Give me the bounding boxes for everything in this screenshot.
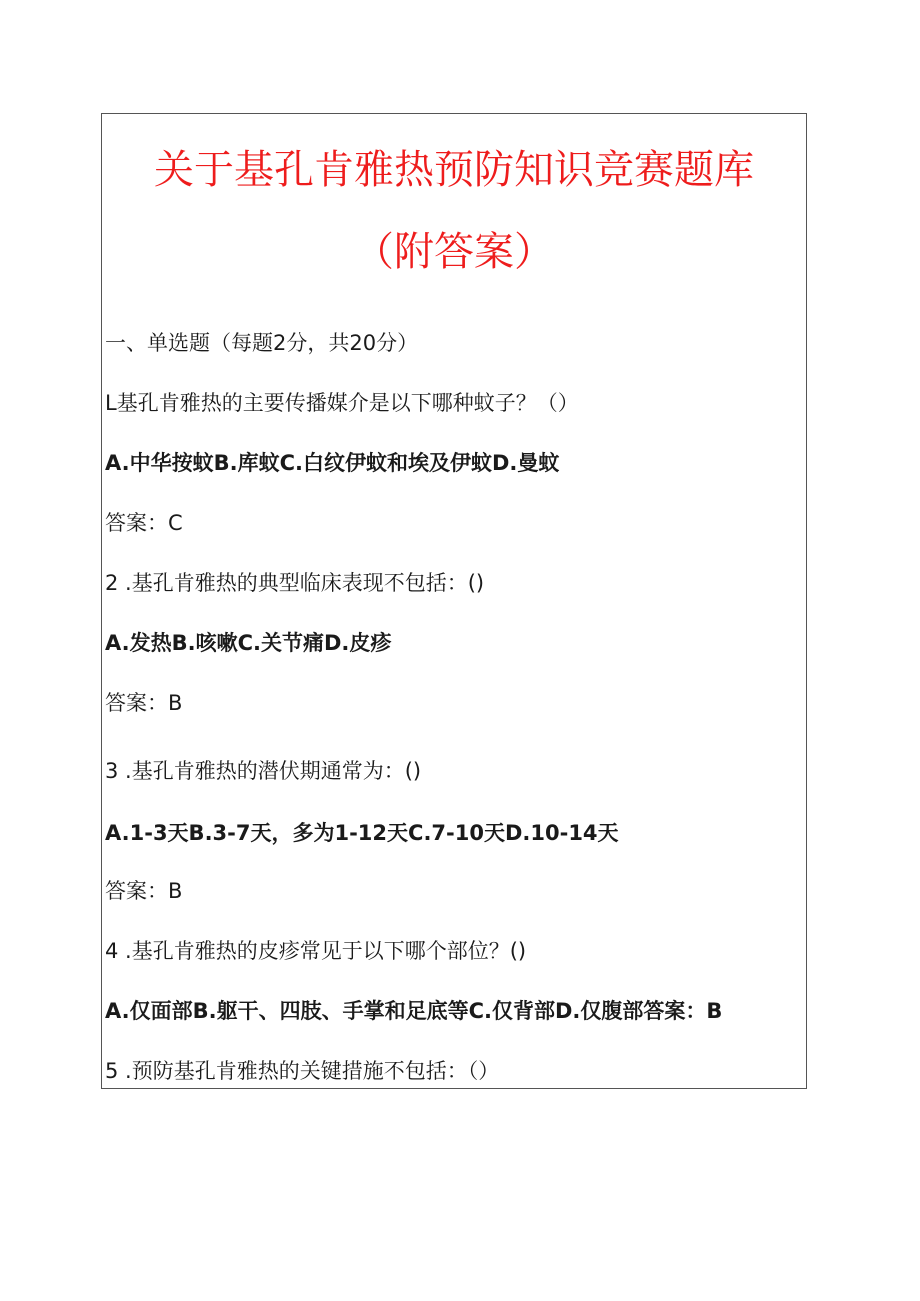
question-2-stem: 2 .基孔肯雅热的典型临床表现不包括：() — [105, 571, 485, 595]
question-1-stem: L基孔肯雅热的主要传播媒介是以下哪种蚊子？（） — [105, 391, 579, 415]
document-title: 关于基孔肯雅热预防知识竞赛题库 — [154, 147, 754, 193]
question-1-options: A.中华按蚊B.库蚊C.白纹伊蚊和埃及伊蚊D.曼蚊 — [105, 451, 560, 475]
question-4-options: A.仅面部B.躯干、四肢、手掌和足底等C.仅背部D.仅腹部答案：B — [105, 999, 723, 1023]
question-5-stem: 5 .预防基孔肯雅热的关键措施不包括：（） — [105, 1059, 500, 1083]
document-subtitle: （附答案） — [354, 229, 554, 275]
question-2-answer: 答案：B — [105, 691, 183, 715]
question-2-options: A.发热B.咳嗽C.关节痛D.皮疹 — [105, 631, 392, 655]
section-heading: 一、单选题（每题2分，共20分） — [105, 331, 419, 355]
question-1-answer: 答案：C — [105, 511, 183, 535]
question-3-stem: 3 .基孔肯雅热的潜伏期通常为：() — [105, 759, 422, 783]
question-4-stem: 4 .基孔肯雅热的皮疹常见于以下哪个部位？() — [105, 939, 527, 963]
question-3-answer: 答案：B — [105, 879, 183, 903]
question-3-options: A.1-3天B.3-7天，多为1-12天C.7-10天D.10-14天 — [105, 821, 619, 845]
document-page — [101, 113, 807, 1089]
